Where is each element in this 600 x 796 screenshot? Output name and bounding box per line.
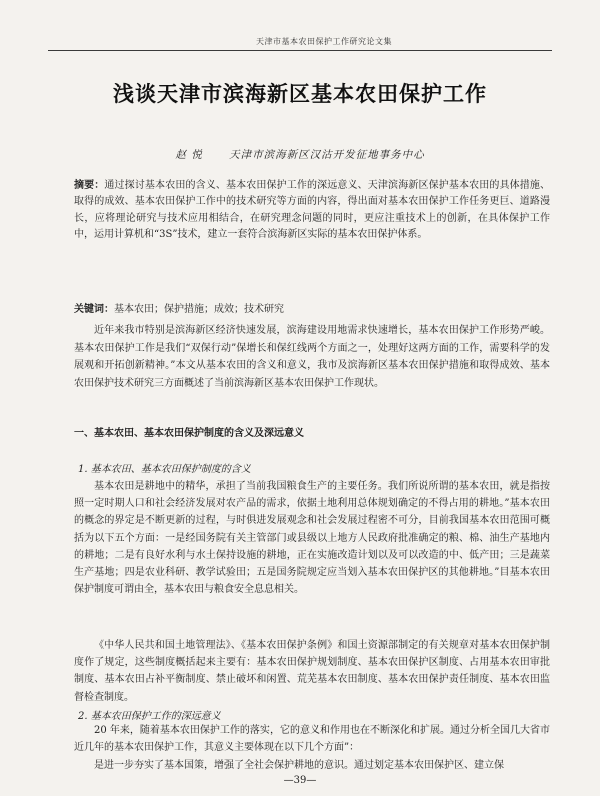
subsection-heading-1: 1. 基本农田、基本农田保护制度的含义 bbox=[78, 464, 251, 475]
subsection-heading-2: 2. 基本农田保护工作的深远意义 bbox=[78, 711, 221, 722]
page-number: —39— bbox=[283, 775, 317, 786]
paper-title: 浅谈天津市滨海新区基本农田保护工作 bbox=[113, 82, 487, 106]
running-header bbox=[48, 30, 552, 51]
byline bbox=[0, 147, 600, 162]
body-paragraph-3: 20 年来，随着基本农田保护工作的落实，它的意义和作用也在不断深化和扩展。通过分析全国几大省市近几年的基本农田保护工作，其意义主要体现在以下几个方面”： bbox=[74, 725, 550, 754]
abstract bbox=[74, 178, 550, 243]
body-paragraph-1: 基本农田是耕地中的精华，承担了当前我国粮食生产的主要任务。我们所说所谓的基本农田，就是指按照一定时期人口和社会经济发展对农产品的需求，依据土地利用总体规划确定的不得占用的耕地。”基本农田的概念的界定是不断更新的过程，与时俱进发展观念和社会发展过程密不可分，目前我国基本农田范围可概括为以下五个方面：一是经国务院有关主管部门或县级以上地方人民政府批准确定的粮、棉、油生产基地内的耕地；二是有良好水利与水土保持设施的耕地，正在实施改造计划以及可以改造的中、低产田；三是蔬菜生产基地；四是农业科研、教学试验田；五是国务院规定应当划入基本农田保护区的其他耕地。”目基本农田保护制度可谓由全，基本农田与粮食安全息息相关。 bbox=[74, 481, 550, 596]
keywords-text: 基本农田；保护措施；成效；技术研究 bbox=[114, 304, 284, 315]
keywords-label: 关键词： bbox=[74, 304, 114, 315]
author-name: 赵 悦 bbox=[175, 149, 203, 161]
intro-paragraph: 近年来我市特别是滨海新区经济快速发展，滨海建设用地需求快速增长，基本农田保护工作形势严峻。基本农田保护工作是我们“双保行动”保增长和保红线两个方面之一，处理好这两方面的工作，需要科学的发展观和开拓创新精神。”本文从基本农田的含义和意义，我市及滨海新区基本农田保护措施和取得成效、基本农田保护技术研究三方面概述了当前滨海新区基本农田保护工作现状。 bbox=[74, 325, 550, 389]
abstract-text: 通过探讨基本农田的含义、基本农田保护工作的深远意义、天津滨海新区保护基本农田的具体措施、取得的成效、基本农田保护工作中的技术研究等方面的内容，得出面对基本农田保护工作任务更巨、道路漫长，应将理论研究与技术应用相结合，在研究理念问题的同时，更应注重技术上的创新，在具体保护工作中，运用计算机和“3S”技术，建立一套符合滨海新区实际的基本农田保护体系。 bbox=[74, 180, 551, 240]
section-heading-1: 一、基本农田、基本农田保护制度的含义及深远意义 bbox=[74, 428, 304, 439]
body-paragraph-4: 是进一步夯实了基本国策，增强了全社会保护耕地的意识。通过划定基本农田保护区、建立保 bbox=[94, 760, 504, 771]
keywords bbox=[74, 302, 550, 318]
running-header-title: 天津市基本农田保护工作研究论文集 bbox=[256, 37, 392, 46]
abstract-label: 摘要： bbox=[74, 180, 105, 191]
body-paragraph-2: 《中华人民共和国土地管理法》、《基本农田保护条例》和国土资源部制定的有关规章对基本农田保护制度作了规定，这些制度概括起来主要有：基本农田保护规划制度、基本农田保护区制度、占用基本农田审批制度、基本农田占补平衡制度、禁止破坏和闲置、荒芜基本农田制度、基本农田保护责任制度、基本农田监督检查制度。 bbox=[74, 640, 550, 703]
author-affiliation: 天津市滨海新区汉沽开发征地事务中心 bbox=[229, 149, 425, 161]
